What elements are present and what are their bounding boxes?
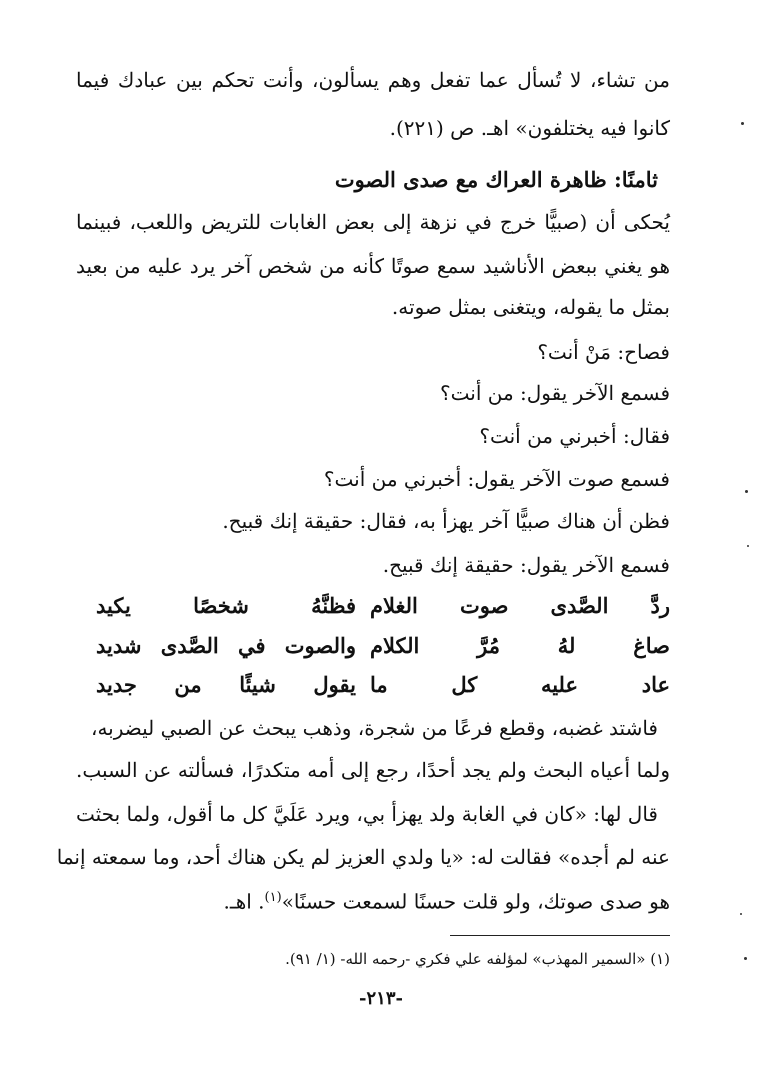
verse-line-1 bbox=[96, 593, 670, 627]
paragraph-line-3: بمثل ما يقوله، ويتغنى بمثل صوته. bbox=[391, 295, 670, 319]
paragraph-line-1: يُحكى أن (صبيًّا خرج في نزهة إلى بعض الغابات للتريض واللعب، فبينما bbox=[76, 210, 670, 234]
verse-2-second-hemistich: والصوت في الصَّدى شديد bbox=[96, 633, 356, 658]
verse-line-3 bbox=[96, 672, 670, 706]
verse-line-2 bbox=[96, 633, 670, 667]
scan-speck bbox=[747, 545, 749, 547]
footnote: (١) «السمير المهذب» لمؤلفه علي فكري -رحمه الله- (١/ ٩١). bbox=[285, 950, 670, 968]
section-heading: ثامنًا: ظاهرة العراك مع صدى الصوت bbox=[334, 167, 658, 192]
verse-2-first-hemistich: صاغ لهُ مُرَّ الكلام bbox=[370, 633, 670, 658]
scan-speck bbox=[745, 490, 748, 493]
text-line-2: كانوا فيه يختلفون» اهـ. ص (٢٢١). bbox=[389, 116, 670, 140]
dialogue-line-3: فقال: أخبرني من أنت؟ bbox=[479, 424, 670, 448]
footnote-reference: (١) bbox=[264, 890, 282, 905]
scan-speck bbox=[740, 913, 742, 915]
dialogue-line-5: فظن أن هناك صبيًّا آخر يهزأ به، فقال: حقيقة إنك قبيح. bbox=[222, 509, 670, 533]
verse-1-second-hemistich: فظنَّهُ شخصًا يكيد bbox=[96, 593, 356, 618]
quote-line-1: قال لها: «كان في الغابة ولد يهزأ بي، ويرد عَلَيَّ كل ما أقول، ولما بحثت bbox=[76, 802, 658, 826]
after-line-2: ولما أعياه البحث ولم يجد أحدًا، رجع إلى أمه متكدرًا، فسألته عن السبب. bbox=[76, 758, 670, 782]
dialogue-line-4: فسمع صوت الآخر يقول: أخبرني من أنت؟ bbox=[323, 467, 670, 491]
verse-1-first-hemistich: ردَّ الصَّدى صوت الغلام bbox=[370, 593, 670, 618]
paragraph-line-2: هو يغني ببعض الأناشيد سمع صوتًا كأنه من شخص آخر يرد عليه من بعيد bbox=[76, 254, 670, 278]
dialogue-line-1: فصاح: مَنْ أنت؟ bbox=[537, 340, 670, 364]
quote-line-2: عنه لم أجده» فقالت له: «يا ولدي العزيز لم يكن هناك أحد، وما سمعته إنما bbox=[56, 845, 670, 869]
text-line-1: من تشاء، لا تُسأل عما تفعل وهم يسألون، وأنت تحكم بين عبادك فيما bbox=[76, 68, 670, 92]
quote-line-3 bbox=[76, 884, 670, 916]
footnote-separator bbox=[450, 935, 670, 936]
page-number: -٢١٣- bbox=[359, 988, 403, 1009]
verse-3-second-hemistich: يقول شيئًا من جديد bbox=[96, 672, 356, 697]
scan-speck bbox=[744, 957, 747, 960]
quote-line-3-text: هو صدى صوتك، ولو قلت حسنًا لسمعت حسنًا» bbox=[281, 889, 670, 914]
after-line-1: فاشتد غضبه، وقطع فرعًا من شجرة، وذهب يبحث عن الصبي ليضربه، bbox=[90, 716, 658, 740]
dialogue-line-2: فسمع الآخر يقول: من أنت؟ bbox=[440, 381, 670, 405]
dialogue-line-6: فسمع الآخر يقول: حقيقة إنك قبيح. bbox=[382, 553, 670, 577]
scan-speck bbox=[741, 122, 744, 125]
verse-3-first-hemistich: عاد عليه كل ما bbox=[370, 672, 670, 697]
quote-line-3-end: . اهـ. bbox=[223, 889, 265, 914]
